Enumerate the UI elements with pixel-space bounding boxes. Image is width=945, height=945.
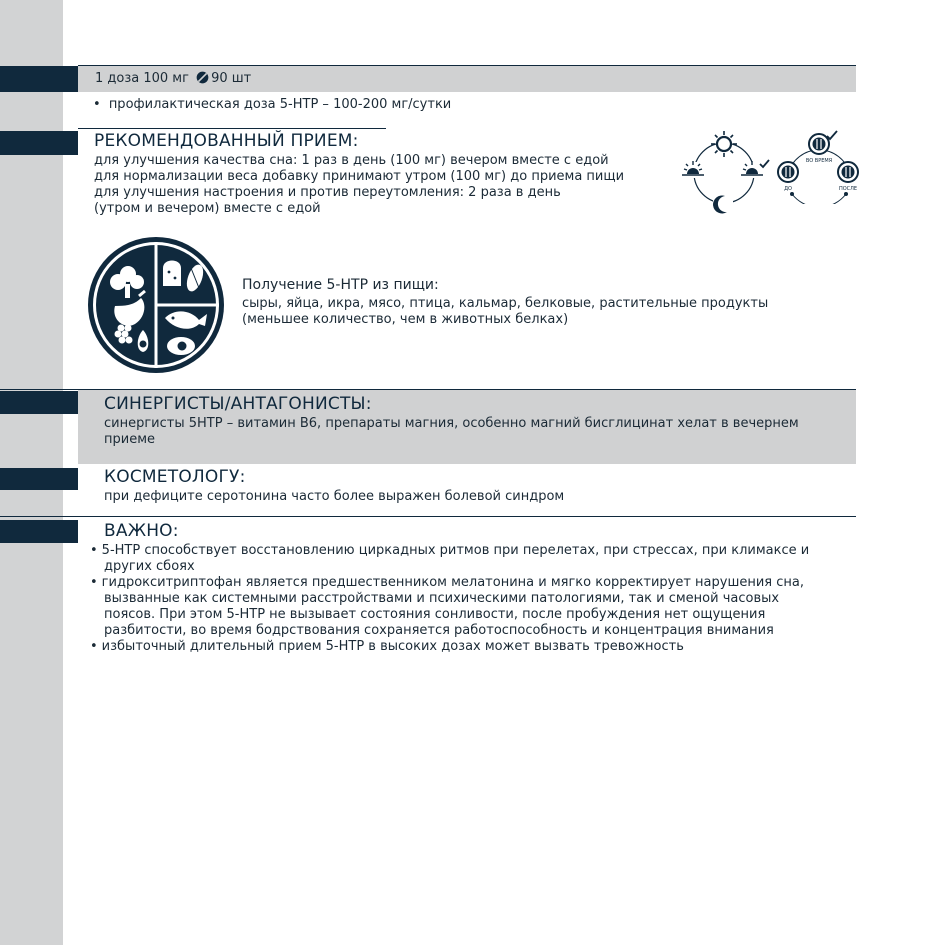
food-title: Получение 5-HTP из пищи: [242, 277, 439, 293]
important-top-rule [0, 516, 856, 517]
important-line: разбитости, во время бодрствования сохраняется работоспособность и концентрация внимания [104, 623, 774, 638]
synergists-line: синергисты 5HTP – витамин В6, препараты магния, особенно магний бисглицинат хелат в вечернем [104, 416, 799, 431]
sun-icon [711, 131, 737, 157]
recommended-line: (утром и вечером) вместе с едой [94, 201, 321, 216]
dose-band-top-rule [78, 65, 856, 66]
important-item [90, 575, 840, 639]
plate-before-icon [778, 162, 798, 182]
important-item [90, 543, 840, 575]
important-text: гидрокситриптофан является предшественником мелатонина и мягко корректирует нарушения сна, [101, 575, 805, 590]
sunset-icon [740, 160, 769, 178]
moon-icon [713, 194, 733, 216]
important-line [90, 575, 840, 591]
cosmetologist-marker [0, 468, 78, 490]
important-line [90, 639, 840, 655]
pill-icon [196, 71, 209, 84]
dose-note [93, 97, 451, 113]
dose-amount: 1 доза 100 мг [95, 71, 189, 86]
food-plate-icon [85, 234, 227, 376]
important-marker [0, 520, 78, 543]
important-text: избыточный длительный прием 5-HTP в высоких дозах может вызвать тревожность [101, 639, 684, 654]
cosmetologist-heading: КОСМЕТОЛОГУ: [104, 467, 246, 487]
dose-note-text: профилактическая доза 5-HTP – 100-200 мг/сутки [108, 97, 452, 112]
recommended-lines [94, 153, 684, 217]
recommended-rule [78, 128, 386, 129]
meal-label-before: ДО [784, 186, 792, 192]
day-cycle-icon [676, 128, 776, 218]
food-text [242, 276, 842, 328]
recommended-line: для улучшения качества сна: 1 раз в день (100 мг) вечером вместе с едой [94, 153, 609, 168]
important-item [90, 639, 840, 655]
food-line: сыры, яйца, икра, мясо, птица, кальмар, белковые, растительные продукты [242, 296, 769, 311]
important-line: поясов. При этом 5-HTP не вызывает состояния сонливости, после пробуждения нет ощущения [104, 607, 766, 622]
recommended-marker [0, 131, 78, 155]
food-line: (меньшее количество, чем в животных белках) [242, 312, 569, 327]
plate-during-icon [809, 131, 837, 154]
sunrise-icon [680, 161, 708, 178]
plate-after-icon [838, 162, 858, 182]
synergists-line: приеме [104, 432, 156, 447]
important-line: других сбоях [104, 559, 195, 574]
important-heading: ВАЖНО: [104, 521, 179, 541]
dose-count: 90 шт [211, 71, 252, 86]
important-list [90, 543, 840, 655]
recommended-line: для улучшения настроения и против переутомления: 2 раза в день [94, 185, 561, 200]
important-text: 5-HTP способствует восстановлению циркадных ритмов при перелетах, при стрессах, при климаксе и [101, 543, 810, 558]
synergists-heading: СИНЕРГИСТЫ/АНТАГОНИСТЫ: [104, 394, 372, 414]
meal-label-after: ПОСЛЕ [838, 186, 858, 192]
important-line: вызванные как системными расстройствами и психическими патологиями, так и сменой часовых [104, 591, 780, 606]
synergists-marker [0, 391, 78, 414]
recommended-heading: РЕКОМЕНДОВАННЫЙ ПРИЕМ: [94, 131, 359, 151]
dose-line [95, 71, 251, 87]
synergists-text [104, 416, 844, 448]
recommended-line: для нормализации веса добавку принимают утром (100 мг) до приема пищи [94, 169, 625, 184]
meal-timing-icon [776, 124, 862, 204]
dose-band-marker [0, 66, 78, 92]
cosmetologist-text: при дефиците серотонина часто более выражен болевой синдром [104, 489, 565, 504]
meal-label-during: ВО ВРЕМЯ [805, 158, 833, 164]
important-line [90, 543, 840, 559]
